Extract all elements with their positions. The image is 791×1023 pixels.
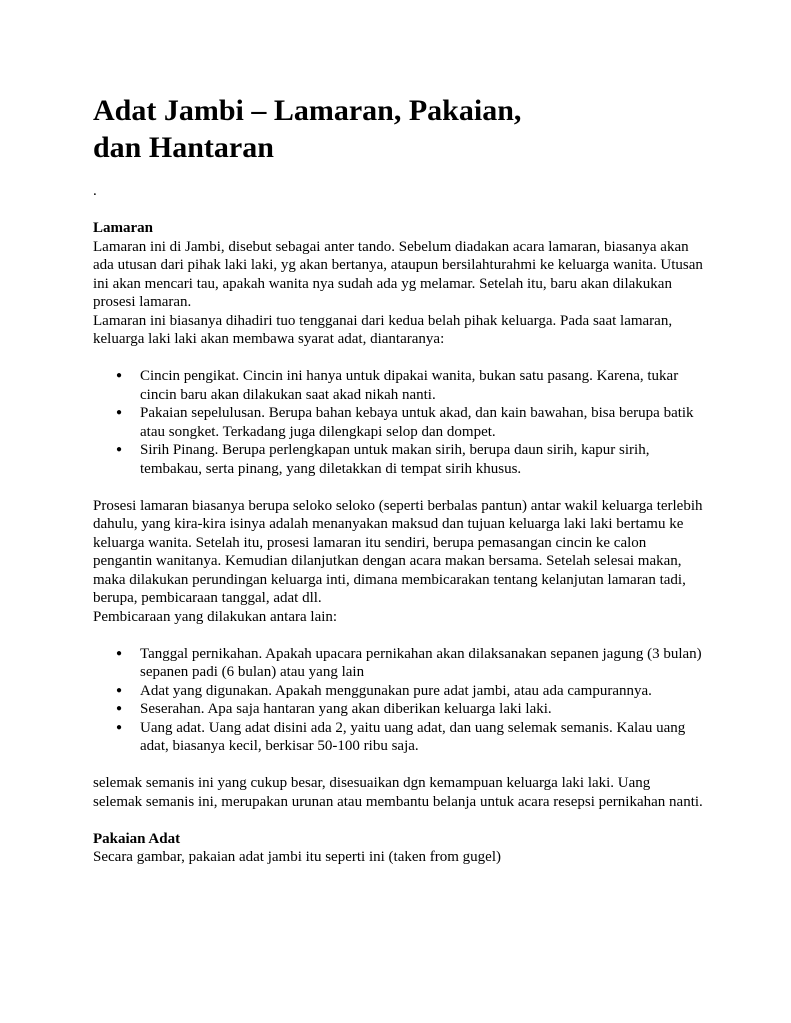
section-heading-pakaian-adat: Pakaian Adat	[93, 830, 181, 847]
bullet-icon: ●	[116, 407, 123, 418]
list-item: ● Sirih Pinang. Berupa perlengkapan untuk makan sirih, berupa daun sirih, kapur sirih, tembakau, serta pinang, yang diletakkan di tempat sirih khusus.	[116, 442, 650, 477]
syarat-adat-list	[93, 367, 703, 478]
title-line-2: dan Hantaran	[93, 131, 274, 164]
section-heading-lamaran: Lamaran	[93, 220, 153, 236]
list-item: ● Uang adat. Uang adat disini ada 2, yaitu uang adat, dan uang selemak semanis. Kalau uang adat, biasanya kecil, berkisar 50-100 ribu saja.	[116, 719, 686, 754]
bullet-icon: ●	[116, 703, 123, 714]
title-line-1: Adat Jambi – Lamaran, Pakaian,	[93, 94, 522, 127]
separator-dot: .	[93, 183, 97, 199]
paragraph: selemak semanis ini yang cukup besar, disesuaikan dgn kemampuan keluarga laki laki. Uang selemak semanis ini, merupakan urunan atau membantu belanja untuk acara resepsi pernikahan nanti.	[93, 775, 703, 810]
list-item: ● Cincin pengikat. Cincin ini hanya untuk dipakai wanita, bukan satu pasang. Karena, tukar cincin baru akan dilakukan saat akad nikah nanti.	[116, 368, 679, 403]
list-item: ● Adat yang digunakan. Apakah menggunakan pure adat jambi, atau ada campurannya.	[116, 682, 652, 699]
paragraph: Secara gambar, pakaian adat jambi itu seperti ini (taken from gugel)	[93, 849, 501, 865]
bullet-icon: ●	[116, 721, 123, 733]
list-item: ● Tanggal pernikahan. Apakah upacara pernikahan akan dilaksanakan sepanen jagung (3 bulan) sepanen padi (6 bulan) atau yang lain	[116, 645, 702, 680]
paragraph: Pembicaraan yang dilakukan antara lain:	[93, 608, 338, 625]
bullet-icon: ●	[116, 684, 123, 696]
paragraph: Lamaran ini biasanya dihadiri tuo tengganai dari kedua belah pihak keluarga. Pada saat lamaran, keluarga laki laki akan membawa syarat adat, diantaranya:	[93, 312, 673, 347]
pembicaraan-list	[93, 645, 703, 756]
bullet-icon: ●	[116, 647, 123, 659]
paragraph: Prosesi lamaran biasanya berupa seloko seloko (seperti berbalas pantun) antar wakil keluarga terlebih dahulu, yang kira-kira isinya adalah menanyakan maksud dan tujuan keluarga laki laki bertamu ke keluarga wanita. Setelah itu, prosesi lamaran itu sendiri, berupa pemasangan cincin ke calon pengantin wanitanya. Kemudian dilanjutkan dengan acara makan bersama. Setelah selesai makan, maka dilakukan perundingan keluarga inti, dimana membicarakan tentang kelanjutan lamaran tadi, berupa, pembicaraan tanggal, adat dll.	[93, 497, 703, 606]
bullet-icon: ●	[116, 444, 123, 455]
bullet-icon: ●	[116, 370, 123, 381]
list-item: ● Pakaian sepelulusan. Berupa bahan kebaya untuk akad, dan kain bawahan, bisa berupa batik atau songket. Terkadang juga dilengkapi selop dan dompet.	[116, 405, 694, 440]
page-title	[93, 92, 733, 166]
paragraph: Lamaran ini di Jambi, disebut sebagai anter tando. Sebelum diadakan acara lamaran, biasanya akan ada utusan dari pihak laki laki, yg akan bertanya, ataupun bersilahturahmi ke keluarga wanita. Utusan ini akan mencari tau, apakah wanita nya sudah ada yg melamar. Setelah itu, baru akan dilakukan prosesi lamaran.	[93, 238, 703, 310]
list-item: ● Seserahan. Apa saja hantaran yang akan diberikan keluarga laki laki.	[116, 701, 552, 717]
article-body	[93, 219, 703, 867]
